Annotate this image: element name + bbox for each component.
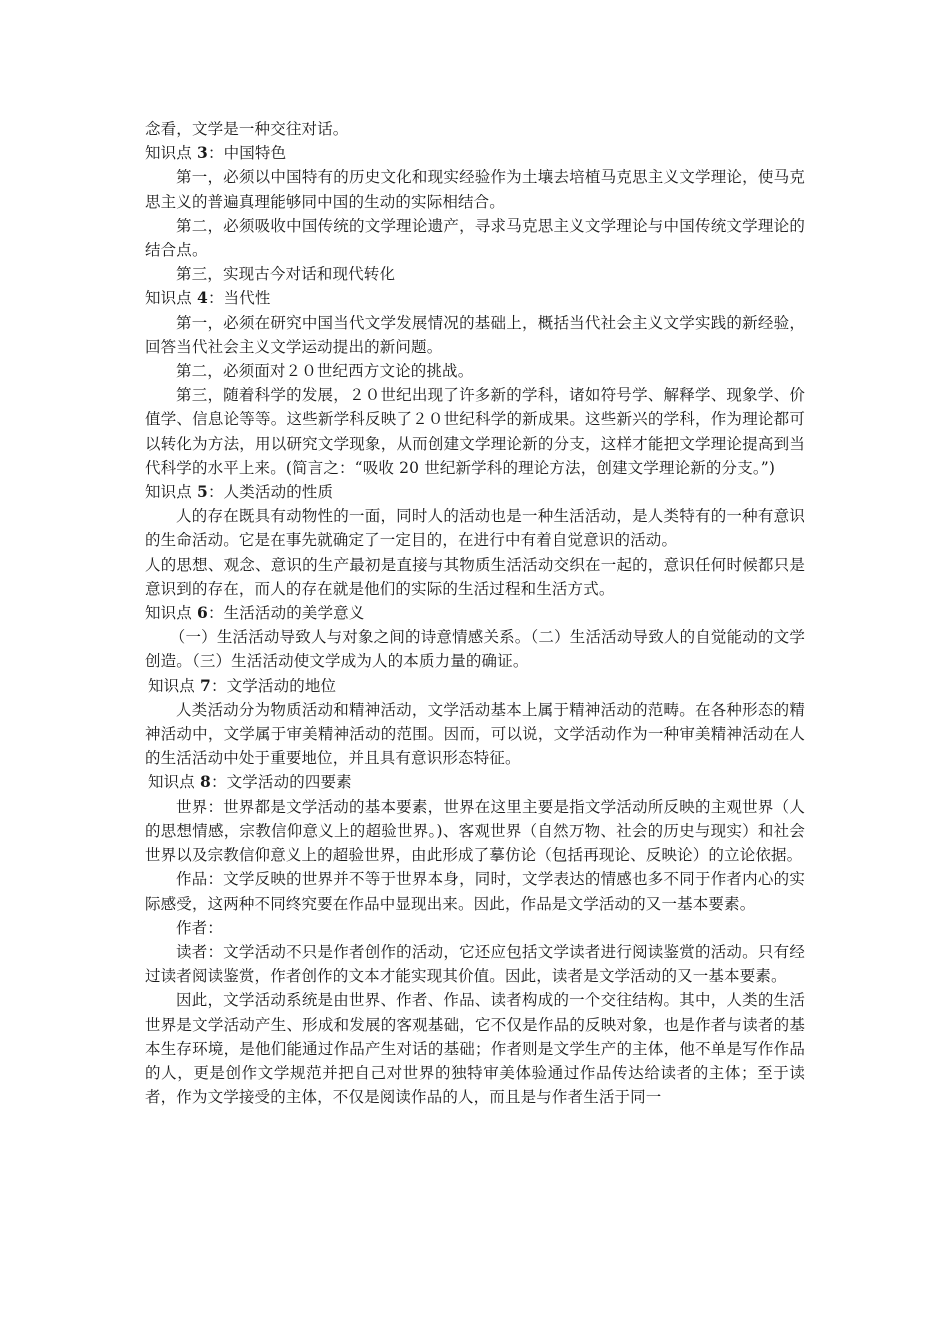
section-7-heading [145,674,805,698]
section-4-heading [145,286,805,310]
section-7-title: ：文学活动的地位 [210,676,337,695]
section-3-heading [145,141,805,165]
section-4-paragraph: 第二，必须面对２０世纪西方文论的挑战。 [176,362,474,381]
section-8-paragraph: 作者： [176,918,223,937]
opening-line: 念看，文学是一种交往对话。 [145,120,349,138]
section-5-paragraph: 人的思想、观念、意识的生产最初是直接与其物质生活活动交织在一起的，意识任何时候都只是意识到的存在，而人的存在就是他们的实际的生活过程和生活方式。 [145,555,805,598]
section-3-number: 3 [197,143,208,163]
section-8-paragraph: 读者：文学活动不只是作者创作的活动，它还应包括文学读者进行阅读鉴赏的活动。只有经过读者阅读鉴赏，作者创作的文本才能实现其价值。因此，读者是文学活动的又一基本要素。 [145,942,805,986]
section-6-heading [145,601,805,625]
section-8-heading [145,770,805,794]
section-3-paragraph: 第一，必须以中国特有的历史文化和现实经验作为土壤去培植马克思主义文学理论，使马克思主义的普遍真理能够同中国的生动的实际相结合。 [145,168,805,211]
section-8-title: ：文学活动的四要素 [210,773,352,792]
section-3-paragraph: 第三，实现古今对话和现代转化 [176,265,396,284]
section-7-paragraph: 人类活动分为物质活动和精神活动，文学活动基本上属于精神活动的范畴。在各种形态的精神活动中，文学属于审美精神活动的范围。因而，可以说，文学活动作为一种审美精神活动在人的生活活动中处于重要地位，并且具有意识形态特征。 [145,700,805,768]
section-3-paragraph: 第二，必须吸收中国传统的文学理论遗产，寻求马克思主义文学理论与中国传统文学理论的结合点。 [145,216,805,260]
section-5-paragraph: 人的存在既具有动物性的一面，同时人的活动也是一种生活活动，是人类特有的一种有意识的生命活动。它是在事先就确定了一定目的，在进行中有着自觉意识的活动。 [145,507,805,550]
section-7-label: 知识点 [148,676,195,695]
section-6-number: 6 [197,603,208,623]
section-8-label: 知识点 [148,773,195,792]
section-4-paragraph: 第三，随着科学的发展，２０世纪出现了许多新的学科，诸如符号学、解释学、现象学、价值学、信息论等等。这些新学科反映了２０世纪科学的新成果。这些新兴的学科，作为理论都可以转化为方法，用以研究文学现象，从而创建文学理论新的分支，这样才能把文学理论提高到当代科学的水平上来。(简言之：“吸收 20 世纪新学科的理论方法，创建文学理论新的分支。”) [145,386,805,477]
section-5-title: ：人类活动的性质 [207,483,334,502]
section-7-number: 7 [200,675,211,695]
section-3-label: 知识点 [145,144,192,163]
section-4-label: 知识点 [145,289,192,308]
section-6-label: 知识点 [145,604,192,623]
section-4-number: 4 [197,288,208,308]
section-5-number: 5 [197,482,208,502]
section-6-paragraph: （一）生活活动导致人与对象之间的诗意情感关系。（二）生活活动导致人的自觉能动的文学创造。（三）生活活动使文学成为人的本质力量的确证。 [145,628,805,671]
section-8-paragraph: 因此，文学活动系统是由世界、作者、作品、读者构成的一个交往结构。其中，人类的生活世界是文学活动产生、形成和发展的客观基础，它不仅是作品的反映对象，也是作者与读者的基本生存环境，是他们能通过作品产生对话的基础；作者则是文学生产的主体，他不单是写作作品的人，更是创作文学规范并把自己对世界的独特审美体验通过作品传达给读者的主体；至于读者，作为文学接受的主体，不仅是阅读作品的人，而且是与作者生活于同一 [145,991,805,1107]
section-8-paragraph: 作品：文学反映的世界并不等于世界本身，同时，文学表达的情感也多不同于作者内心的实际感受，这两种不同终究要在作品中显现出来。因此，作品是文学活动的又一基本要素。 [145,870,805,913]
section-6-title: ：生活活动的美学意义 [207,604,365,623]
section-5-label: 知识点 [145,483,192,502]
section-5-heading [145,480,805,504]
section-4-paragraph: 第一，必须在研究中国当代文学发展情况的基础上，概括当代社会主义文学实践的新经验，回答当代社会主义文学运动提出的新问题。 [145,313,805,356]
section-3-title: ：中国特色 [207,144,287,163]
section-4-title: ：当代性 [207,289,271,308]
document-page [145,117,805,1109]
section-8-number: 8 [200,772,211,792]
section-8-paragraph: 世界：世界都是文学活动的基本要素，世界在这里主要是指文学活动所反映的主观世界（人的思想情感，宗教信仰意义上的超验世界。)、客观世界（自然万物、社会的历史与现实）和社会世界以及宗教信仰意义上的超验世界，由此形成了摹仿论（包括再现论、反映论）的立论依据。 [145,797,806,865]
